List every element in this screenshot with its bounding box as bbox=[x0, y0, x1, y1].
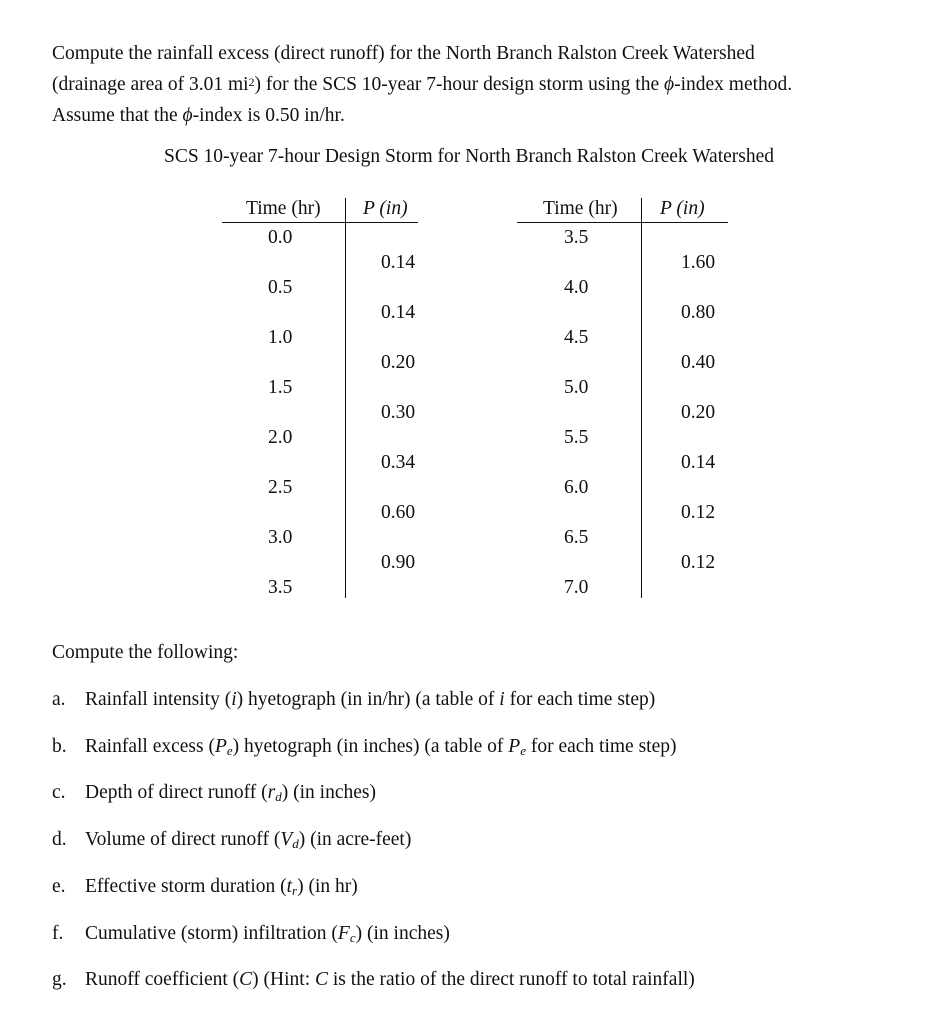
header-underline bbox=[222, 222, 418, 223]
question-text: ) (Hint: bbox=[252, 969, 315, 991]
precip-cell: 0.20 bbox=[681, 402, 716, 423]
question-text: Cumulative (storm) infiltration ( bbox=[85, 922, 338, 944]
time-header: Time (hr) bbox=[246, 198, 321, 219]
question-text: is the ratio of the direct runoff to total rainfall) bbox=[328, 969, 695, 991]
question-text: r bbox=[267, 782, 276, 804]
precip-cell: 0.20 bbox=[381, 352, 416, 373]
question-item bbox=[52, 689, 655, 711]
precip-cell: 0.14 bbox=[681, 452, 716, 473]
time-cell: 5.5 bbox=[564, 427, 589, 448]
question-text: ) (in inches) bbox=[281, 782, 376, 804]
time-cell: 3.5 bbox=[268, 577, 293, 598]
time-header: Time (hr) bbox=[543, 198, 618, 219]
precip-cell: 0.40 bbox=[681, 352, 716, 373]
time-cell: 4.5 bbox=[564, 327, 589, 348]
precip-cell: 0.12 bbox=[681, 552, 716, 573]
question-text: ) hyetograph (in inches) (a table of bbox=[232, 735, 509, 757]
column-divider bbox=[641, 198, 642, 598]
question-item bbox=[52, 969, 695, 991]
precip-cell: 0.30 bbox=[381, 402, 416, 423]
question-text: ) (in acre-feet) bbox=[298, 829, 412, 851]
question-text: i bbox=[499, 689, 505, 710]
question-text: V bbox=[280, 829, 293, 851]
question-text: e bbox=[520, 742, 526, 758]
header-underline bbox=[517, 222, 728, 223]
time-cell: 3.0 bbox=[268, 527, 293, 548]
question-text: Rainfall excess ( bbox=[85, 735, 215, 757]
column-divider bbox=[345, 198, 346, 598]
question-text: Rainfall intensity ( bbox=[85, 689, 232, 710]
time-cell: 4.0 bbox=[564, 277, 589, 298]
time-cell: 0.5 bbox=[268, 277, 293, 298]
question-text: C bbox=[315, 969, 329, 991]
precip-cell: 0.34 bbox=[381, 452, 416, 473]
question-text: r bbox=[292, 882, 298, 898]
table-caption: SCS 10-year 7-hour Design Storm for North Branch Ralston Creek Watershed bbox=[163, 146, 775, 167]
question-letter: e. bbox=[52, 875, 66, 897]
precip-cell: 0.14 bbox=[381, 252, 416, 273]
question-text: F bbox=[337, 922, 350, 944]
precip-cell: 0.14 bbox=[381, 302, 416, 323]
questions-lead: Compute the following: bbox=[52, 642, 239, 663]
intro-line-2: (drainage area of 3.01 $mi^2$) for the SCS 10-year 7-hour design storm using the ϕ-index method. bbox=[52, 74, 793, 95]
intro-line-1: Compute the rainfall excess (direct runoff) for the North Branch Ralston Creek Watershed bbox=[52, 43, 755, 64]
question-text: Effective storm duration ( bbox=[85, 875, 287, 897]
question-item bbox=[52, 782, 376, 805]
question-text: ) (in hr) bbox=[297, 875, 358, 897]
question-text: Depth of direct runoff ( bbox=[85, 782, 268, 804]
time-cell: 1.5 bbox=[268, 377, 293, 398]
question-item bbox=[52, 736, 676, 759]
question-text: P bbox=[508, 735, 521, 757]
question-item bbox=[52, 876, 358, 899]
question-text: i bbox=[231, 689, 237, 710]
precip-cell: 0.90 bbox=[381, 552, 416, 573]
question-letter: c. bbox=[52, 782, 66, 804]
precip-cell: 1.60 bbox=[681, 252, 716, 273]
question-text: Runoff coefficient ( bbox=[85, 969, 240, 991]
question-text: d bbox=[275, 789, 282, 805]
question-text: Volume of direct runoff ( bbox=[85, 829, 281, 851]
question-text: for each time step) bbox=[525, 735, 677, 757]
question-text: P bbox=[214, 735, 227, 757]
question-letter: f. bbox=[52, 922, 64, 944]
precip-cell: 0.80 bbox=[681, 302, 716, 323]
time-cell: 0.0 bbox=[268, 227, 293, 248]
question-text: c bbox=[349, 929, 356, 945]
question-text: C bbox=[239, 969, 253, 991]
time-cell: 6.5 bbox=[564, 527, 589, 548]
time-cell: 3.5 bbox=[564, 227, 589, 248]
question-letter: b. bbox=[52, 735, 67, 757]
question-text: for each time step) bbox=[504, 689, 656, 710]
p-header: P (in) bbox=[660, 198, 705, 219]
time-cell: 5.0 bbox=[564, 377, 589, 398]
precip-cell: 0.12 bbox=[681, 502, 716, 523]
question-text: ) hyetograph (in in/hr) (a table of bbox=[236, 689, 500, 710]
question-letter: a. bbox=[52, 689, 66, 710]
problem-statement bbox=[52, 38, 922, 131]
time-cell: 2.0 bbox=[268, 427, 293, 448]
time-cell: 2.5 bbox=[268, 477, 293, 498]
question-item bbox=[52, 829, 411, 852]
precip-cell: 0.60 bbox=[381, 502, 416, 523]
question-text: ) (in inches) bbox=[355, 922, 450, 944]
question-letter: d. bbox=[52, 829, 67, 851]
question-text: e bbox=[226, 742, 233, 758]
question-text: t bbox=[286, 875, 293, 897]
p-header: P (in) bbox=[363, 198, 408, 219]
time-cell: 6.0 bbox=[564, 477, 589, 498]
question-text: d bbox=[292, 836, 299, 852]
time-cell: 1.0 bbox=[268, 327, 293, 348]
intro-line-3: Assume that the ϕ-index is 0.50 in/hr. bbox=[52, 105, 345, 126]
question-item bbox=[52, 923, 450, 946]
question-letter: g. bbox=[52, 969, 67, 991]
time-cell: 7.0 bbox=[564, 577, 589, 598]
